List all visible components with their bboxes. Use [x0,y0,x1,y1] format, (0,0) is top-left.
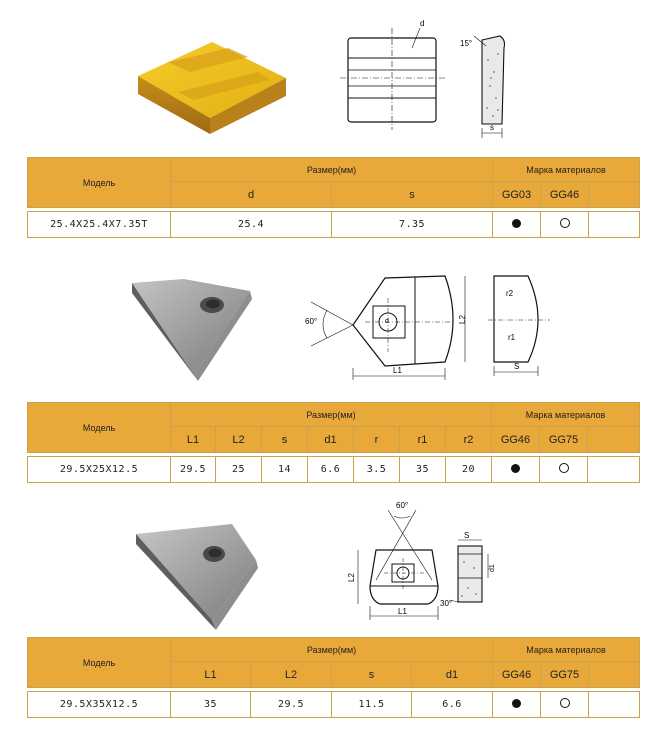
insert-drawing-top-view-1 [340,18,450,138]
dim-label-s: s [490,123,494,132]
value-cell: 29.5 [171,457,216,483]
size-header: Размер(мм) [171,158,493,182]
table-row [28,212,640,238]
col-gg75: GG75 [540,427,588,453]
col-r1: r1 [400,427,446,453]
value-cell: 25 [216,457,262,483]
material-available-icon [493,212,541,238]
insert-figure-gray-wedge [132,520,267,640]
empty-cell [589,212,640,238]
dim-label-30deg: 30° [440,599,453,608]
spec-table-1 [27,157,640,238]
value-cell: 20 [446,457,492,483]
spec-table-3 [27,637,640,718]
material-header: Марка материалов [492,403,640,427]
col-d: d [171,182,332,208]
col-gg46: GG46 [493,662,541,688]
model-header: Модель [28,403,171,453]
insert-drawing-side-view-3 [440,530,500,625]
col-s: s [332,182,493,208]
dim-label-s: S [514,362,520,371]
material-header: Марка материалов [493,158,640,182]
dim-label-r2: r2 [506,289,514,298]
material-unavailable-icon [540,457,588,483]
dim-label-r1: r1 [508,333,516,342]
model-cell: 25.4X25.4X7.35T [28,212,171,238]
col-gg75: GG75 [541,662,589,688]
dim-label-d: d [385,318,389,325]
col-L2: L2 [251,662,332,688]
model-header: Модель [28,158,171,208]
col-d1: d1 [412,662,493,688]
material-unavailable-icon [541,212,589,238]
value-cell: 25.4 [171,212,332,238]
col-s: s [332,662,412,688]
dim-label-60deg: 60° [396,501,409,510]
dim-label-L1: L1 [398,607,407,616]
dim-label-s: S [464,531,470,540]
value-cell: 6.6 [308,457,354,483]
dim-label-L2: L2 [458,315,467,324]
size-header: Размер(мм) [171,638,493,662]
col-L2: L2 [216,427,262,453]
col-empty [588,427,640,453]
insert-drawing-top-view-3 [340,498,453,633]
col-r2: r2 [446,427,492,453]
material-unavailable-icon [541,692,589,718]
value-cell: 7.35 [332,212,493,238]
col-gg46: GG46 [492,427,540,453]
insert-figure-gray-triangle [128,275,268,390]
col-r: r [354,427,400,453]
dim-label-15deg: 15° [460,39,473,48]
insert-figure-gold [130,30,290,145]
table-row [28,692,640,718]
col-L1: L1 [171,662,251,688]
value-cell: 35 [171,692,251,718]
value-cell: 11.5 [332,692,412,718]
value-cell: 6.6 [412,692,493,718]
col-gg46: GG46 [541,182,589,208]
material-header: Марка материалов [493,638,640,662]
col-gg03: GG03 [493,182,541,208]
col-s: s [262,427,308,453]
table-row [28,457,640,483]
material-available-icon [492,457,540,483]
dim-label-L1: L1 [393,366,402,375]
model-header: Модель [28,638,171,688]
insert-drawing-side-view-2 [488,270,553,385]
value-cell: 14 [262,457,308,483]
insert-drawing-top-view-2 [305,270,475,390]
col-empty [589,662,640,688]
empty-cell [589,692,640,718]
dim-label-d1: d1 [489,564,496,572]
model-cell: 29.5X25X12.5 [28,457,171,483]
size-header: Размер(мм) [171,403,492,427]
insert-drawing-side-view-1 [460,20,520,145]
empty-cell [588,457,640,483]
spec-table-2 [27,402,640,483]
col-empty [589,182,640,208]
dim-label-L2: L2 [347,573,356,582]
col-d1: d1 [308,427,354,453]
value-cell: 3.5 [354,457,400,483]
model-cell: 29.5X35X12.5 [28,692,171,718]
material-available-icon [493,692,541,718]
dim-label-60deg: 60° [305,317,318,326]
value-cell: 35 [400,457,446,483]
col-L1: L1 [171,427,216,453]
value-cell: 29.5 [251,692,332,718]
dim-label-d: d [420,19,425,28]
